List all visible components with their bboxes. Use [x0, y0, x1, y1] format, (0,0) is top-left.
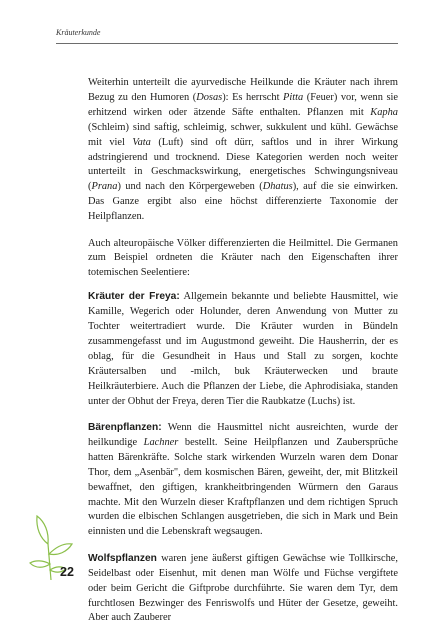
term-vata: Vata: [132, 136, 151, 148]
text: ): Es herrscht: [222, 91, 283, 103]
heading-baerenpflanzen: Bärenpflanzen:: [88, 422, 162, 434]
text: Weiterhin unterteilt die ayurvedische Heilkunde die Kräuter nach ihrem Bezug zu den Humoren (: [88, 77, 398, 103]
paragraph-freya: [88, 290, 398, 409]
text: Wenn die Hausmittel nicht ausreichten, wurde der heilkundige: [88, 422, 398, 448]
text: Allgemein bekannte und beliebte Hausmittel, wie Kamille, Wegerich oder Holunder, deren Anwendung von Mutter zu Tochter weitertradiert wurde. Die Kräuter wurden in Bündeln zusammengefasst und im Augustmond geweiht. Die Hausherrin, der es oblag, für die Gesundheit in Haus und Stall zu sorgen, kochte Kräutersalben und -milch, buk Kräuterwecken und braute Heilkräuterbiere. Auch die Pflanzen der Liebe, die Aphrodisiaka, standen unter der Obhut der Freya, deren Tier die Raubkatze (Luchs) ist.: [88, 291, 398, 407]
term-lachner: Lachner: [143, 436, 179, 448]
text: (Feuer) vor, wenn sie erhitzend wirken oder ätzende Säfte enthalten. Pflanzen mit: [88, 91, 398, 118]
term-kapha: Kapha: [370, 106, 398, 118]
page-body: [88, 76, 398, 638]
term-dosas: Dosas: [196, 91, 223, 103]
running-header: Kräuterkunde: [56, 28, 101, 37]
page-number: 22: [60, 565, 74, 579]
text: ) und nach den Körpergeweben (: [117, 181, 263, 193]
term-prana: Prana: [91, 181, 118, 193]
text: (Schleim) sind saftig, schleimig, schwer, sukkulent und kühl. Gewächse mit viel: [88, 121, 398, 148]
header-rule: [56, 43, 398, 44]
paragraph-ayurveda: [88, 76, 398, 225]
heading-wolfspflanzen: Wolfspflanzen: [88, 552, 157, 564]
text: waren jene äußerst giftigen Gewächse wie Tollkirsche, Seidelbast oder Eisenhut, mit denen man Wölfe und Füchse vergiftete oder beim Gericht die Giftprobe durchführte. Sie waren dem Tyr, dem furchtlosen Bezwinger des Fenriswolfs und Hüter der Gesetze, geweiht. Aber auch Zauberer: [88, 552, 398, 624]
term-pitta: Pitta: [283, 91, 304, 103]
text: ), auf die sie einwirken. Das Ganze ergibt also eine höchst differenzierte Taxonomie der Heilpflanzen.: [88, 181, 398, 223]
paragraph-wolfspflanzen: [88, 552, 398, 627]
paragraph-germanen: Auch alteuropäische Völker differenzierten die Heilmittel. Die Germanen zum Beispiel ordneten die Kräuter nach den Eigenschaften ihrer totemischen Seelentiere:: [88, 237, 398, 279]
term-dhatus: Dhatus: [262, 181, 293, 193]
text: (Luft) sind oft dürr, saftlos und in ihrer Wirkung adstringierend und trocknend. Diese Kategorien werden noch weiter unterteilt in Geschmackswirkung, energetisches Schwingungsniveau (: [88, 136, 398, 193]
paragraph-baerenpflanzen: [88, 421, 398, 540]
heading-freya: Kräuter der Freya:: [88, 291, 180, 303]
text: bestellt. Seine Heilpflanzen und Zaubersprüche hatten Bärenkräfte. Solche stark wirkenden Wurzeln waren dem Donar Thor, dem „Asenbär", dem kosmischen Bären, geweiht, der, mit Blitzkeil bewaffnet, den giftigen, krankheitbringenden Würmern den Garaus machte. Mit den Wurzeln dieser Kraftpflanzen und dem richtigen Spruch wurden die elbischen Schlangen ausgetrieben, die sich in Mark und Bein einnisten und die Lebenskraft wegsaugen.: [88, 436, 398, 538]
